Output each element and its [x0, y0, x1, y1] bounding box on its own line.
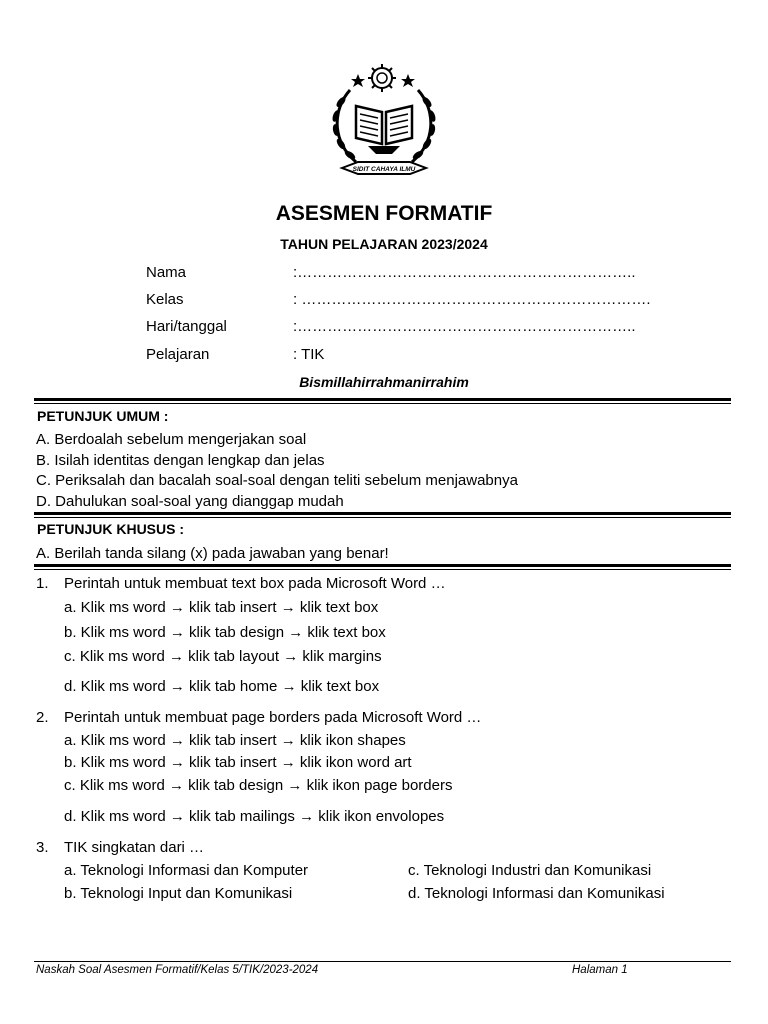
answer-option[interactable]: c. Klik ms word → klik tab design → klik ikon page borders [64, 777, 453, 794]
question-number: 1. [36, 575, 49, 592]
petunjuk-umum-item: D. Dahulukan soal-soal yang dianggap mudah [36, 493, 344, 510]
answer-option[interactable]: d. Klik ms word → klik tab home → klik text box [64, 678, 380, 695]
petunjuk-khusus-heading: PETUNJUK KHUSUS : [37, 521, 185, 537]
emblem-ribbon-text: SIDIT CAHAYA ILMU [352, 166, 416, 173]
answer-option[interactable]: b. Teknologi Input dan Komunikasi [64, 885, 293, 902]
section-divider [34, 512, 731, 515]
section-divider [34, 398, 731, 401]
school-emblem-icon [328, 62, 440, 180]
identity-label-pelajaran: Pelajaran [146, 346, 210, 363]
section-divider [34, 564, 731, 567]
section-divider [34, 403, 731, 404]
document-subtitle: TAHUN PELAJARAN 2023/2024 [280, 236, 488, 252]
footer-document-name: Naskah Soal Asesmen Formatif/Kelas 5/TIK/2023-2024 [36, 964, 319, 976]
section-divider [34, 517, 731, 518]
petunjuk-umum-heading: PETUNJUK UMUM : [37, 408, 169, 424]
question-number: 2. [36, 709, 49, 726]
answer-option[interactable]: c. Klik ms word → klik tab layout → klik margins [64, 648, 382, 665]
bismillah-text: Bismillahirrahmanirrahim [299, 374, 469, 390]
answer-option[interactable]: a. Teknologi Informasi dan Komputer [64, 862, 309, 879]
question-text: Perintah untuk membuat text box pada Microsoft Word … [64, 575, 446, 592]
petunjuk-umum-item: B. Isilah identitas dengan lengkap dan jelas [36, 452, 325, 469]
identity-label-hari-tanggal: Hari/tanggal [146, 318, 227, 335]
footer-page-number: Halaman 1 [572, 964, 628, 976]
identity-field-hari-tanggal[interactable]: :………………………………………………………….. [293, 318, 636, 335]
question-text: Perintah untuk membuat page borders pada Microsoft Word … [64, 709, 482, 726]
answer-option[interactable]: a. Klik ms word → klik tab insert → klik ikon shapes [64, 732, 406, 749]
answer-option[interactable]: a. Klik ms word → klik tab insert → klik text box [64, 599, 379, 616]
answer-option[interactable]: b. Klik ms word → klik tab insert → klik ikon word art [64, 754, 412, 771]
answer-option[interactable]: b. Klik ms word → klik tab design → klik text box [64, 624, 386, 641]
question-text: TIK singkatan dari … [64, 839, 205, 856]
petunjuk-umum-item: C. Periksalah dan bacalah soal-soal dengan teliti sebelum menjawabnya [36, 472, 518, 489]
identity-field-pelajaran: : TIK [293, 346, 325, 363]
identity-field-nama[interactable]: :………………………………………………………….. [293, 264, 636, 281]
answer-option[interactable]: c. Teknologi Industri dan Komunikasi [408, 862, 652, 879]
identity-label-kelas: Kelas [146, 291, 184, 308]
identity-label-nama: Nama [146, 264, 187, 281]
answer-option[interactable]: d. Teknologi Informasi dan Komunikasi [408, 885, 665, 902]
petunjuk-umum-item: A. Berdoalah sebelum mengerjakan soal [36, 431, 307, 448]
identity-field-kelas[interactable]: : ……………………………………………………………. [293, 291, 651, 308]
footer-divider [34, 961, 731, 962]
section-divider [34, 569, 731, 570]
answer-option[interactable]: d. Klik ms word → klik tab mailings → klik ikon envolopes [64, 808, 445, 825]
petunjuk-khusus-item: A. Berilah tanda silang (x) pada jawaban yang benar! [36, 545, 389, 562]
document-title: ASESMEN FORMATIF [275, 202, 493, 225]
question-number: 3. [36, 839, 49, 856]
